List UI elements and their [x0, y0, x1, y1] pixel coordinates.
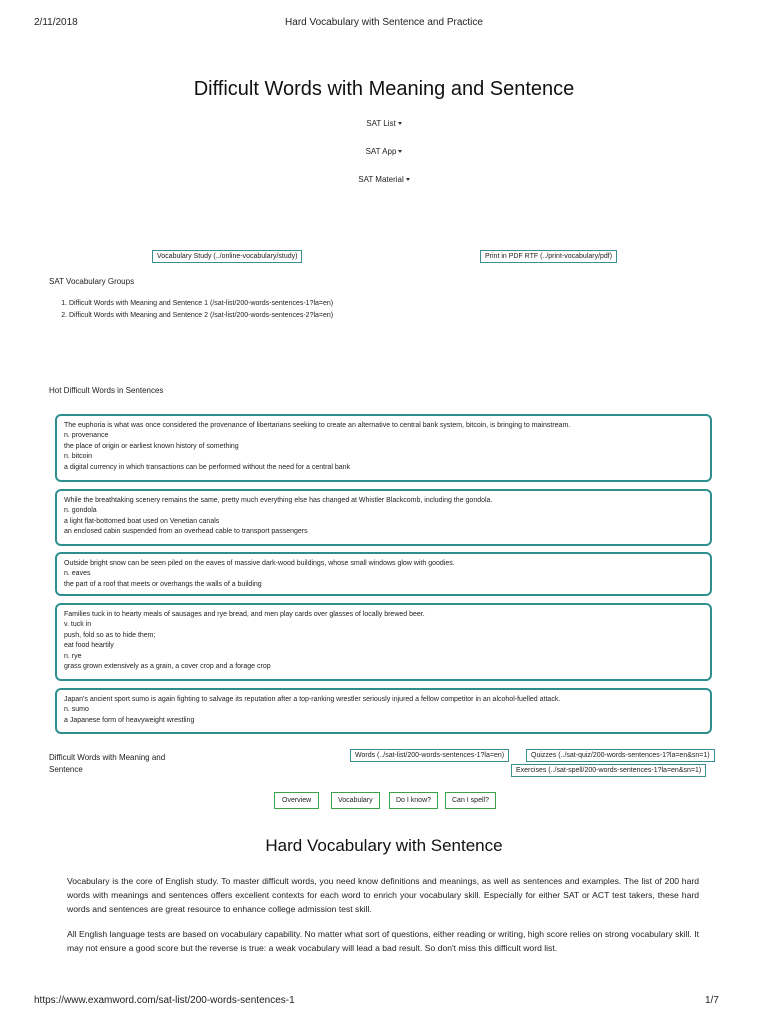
- card-sentence: While the breathtaking scenery remains the same, pretty much everything else has changed at Whistler Blackcomb, including the gondola.: [64, 497, 493, 504]
- practice-label-line: Sentence: [49, 765, 83, 774]
- section-title: Hard Vocabulary with Sentence: [265, 836, 503, 855]
- menu-sat-list[interactable]: [0, 119, 768, 128]
- groups-heading: SAT Vocabulary Groups: [49, 277, 135, 286]
- intro-paragraph: All English language tests are based on vocabulary capability. No matter what sort of questions, either reading or writing, high score relies on strong vocabulary skill. It may not ensure a good score but the reverse is true: a weak vocabulary will lead a bad result. So don't miss this difficult word list.: [67, 929, 699, 953]
- exercises-button[interactable]: Exercises (../sat-spell/200-words-sentences-1?la=en&sn=1): [511, 764, 706, 777]
- card-word: n. bitcoin: [64, 453, 93, 461]
- overview-button[interactable]: Overview: [274, 792, 319, 809]
- menu-label: SAT Material: [358, 175, 404, 184]
- quizzes-button[interactable]: Quizzes (../sat-quiz/200-words-sentences-1?la=en&sn=1): [526, 749, 715, 762]
- card-definition: a digital currency in which transactions can be performed without the need for a central bank: [64, 463, 350, 471]
- vocabulary-study-button[interactable]: Vocabulary Study (../online-vocabulary/study): [152, 250, 302, 263]
- card-sentence: The euphoria is what was once considered the provenance of libertarians seeking to create an alternative to central bank system, bitcoin, is bringing to mainstream.: [64, 422, 571, 429]
- card-word: n. provenance: [64, 432, 109, 440]
- card-definition: an enclosed cabin suspended from an overhead cable to transport passengers: [64, 528, 308, 536]
- print-title: Hard Vocabulary with Sentence and Practice: [285, 17, 483, 28]
- practice-label-line: Difficult Words with Meaning and: [49, 753, 166, 762]
- vocabulary-button[interactable]: Vocabulary: [331, 792, 380, 809]
- card-definition: grass grown extensively as a grain, a cover crop and a forage crop: [64, 663, 271, 671]
- sentence-card: [55, 603, 712, 681]
- card-word: n. rye: [64, 652, 82, 660]
- card-sentence: Outside bright snow can be seen piled on the eaves of massive dark-wood buildings, whose small windows glow with goodies.: [64, 560, 455, 567]
- footer-page-number: 1/7: [705, 995, 719, 1006]
- card-word: v. tuck in: [64, 621, 92, 629]
- card-word: n. sumo: [64, 706, 89, 714]
- can-i-spell-button[interactable]: Can I spell?: [445, 792, 496, 809]
- words-button[interactable]: Words (../sat-list/200-words-sentences-1?la=en): [350, 749, 509, 762]
- groups-list: [49, 298, 333, 322]
- hot-words-heading: Hot Difficult Words in Sentences: [49, 386, 164, 395]
- print-pdf-button[interactable]: Print in PDF RTF (../print-vocabulary/pdf): [480, 250, 617, 263]
- menu-label: SAT App: [365, 147, 397, 156]
- menu-sat-app[interactable]: [0, 147, 768, 156]
- menu-sat-material[interactable]: [0, 175, 768, 184]
- sentence-card: [55, 552, 712, 596]
- sentence-card: [55, 489, 712, 546]
- card-definition: eat food heartily: [64, 642, 114, 650]
- sentence-card: [55, 414, 712, 482]
- footer-url: https://www.examword.com/sat-list/200-words-sentences-1: [34, 995, 295, 1006]
- group-link-2[interactable]: 2. Difficult Words with Meaning and Sentence 2 (/sat-list/200-words-sentences-2?la=en): [69, 310, 333, 322]
- do-i-know-button[interactable]: Do I know?: [389, 792, 438, 809]
- chevron-down-icon: [398, 122, 402, 125]
- group-link-1[interactable]: 1. Difficult Words with Meaning and Sentence 1 (/sat-list/200-words-sentences-1?la=en): [69, 298, 333, 310]
- intro-paragraph: Vocabulary is the core of English study. To master difficult words, you need know definitions and meanings, as well as sentences and examples. The list of 200 hard words with meanings and sentences offers excellent contexts for each word to enrich your vocabulary skill. Especially for either SAT or ACT test takers, these hard words and sentences are great resource to enhance college admission test skill.: [67, 876, 699, 914]
- card-definition: a Japanese form of heavyweight wrestling: [64, 716, 195, 724]
- card-sentence: Japan's ancient sport sumo is again fighting to salvage its reputation after a top-ranking wrestler seriously injured a fellow competitor in an alcohol-fuelled attack.: [64, 696, 561, 703]
- page-title: Difficult Words with Meaning and Sentence: [193, 78, 575, 100]
- card-definition: the part of a roof that meets or overhangs the walls of a building: [64, 580, 262, 588]
- card-word: n. eaves: [64, 570, 91, 578]
- card-sentence: Families tuck in to hearty meals of sausages and rye bread, and men play cards over glasses of locally brewed beer.: [64, 611, 425, 618]
- card-definition: a light flat-bottomed boat used on Venetian canals: [64, 517, 220, 525]
- menu-label: SAT List: [366, 119, 396, 128]
- chevron-down-icon: [398, 150, 402, 153]
- practice-label: [49, 752, 165, 776]
- card-definition: the place of origin or earliest known history of something: [64, 442, 239, 450]
- card-definition: push, fold so as to hide them;: [64, 631, 156, 639]
- card-word: n. gondola: [64, 507, 97, 515]
- sentence-card: [55, 688, 712, 734]
- chevron-down-icon: [406, 178, 410, 181]
- print-date: 2/11/2018: [34, 17, 78, 28]
